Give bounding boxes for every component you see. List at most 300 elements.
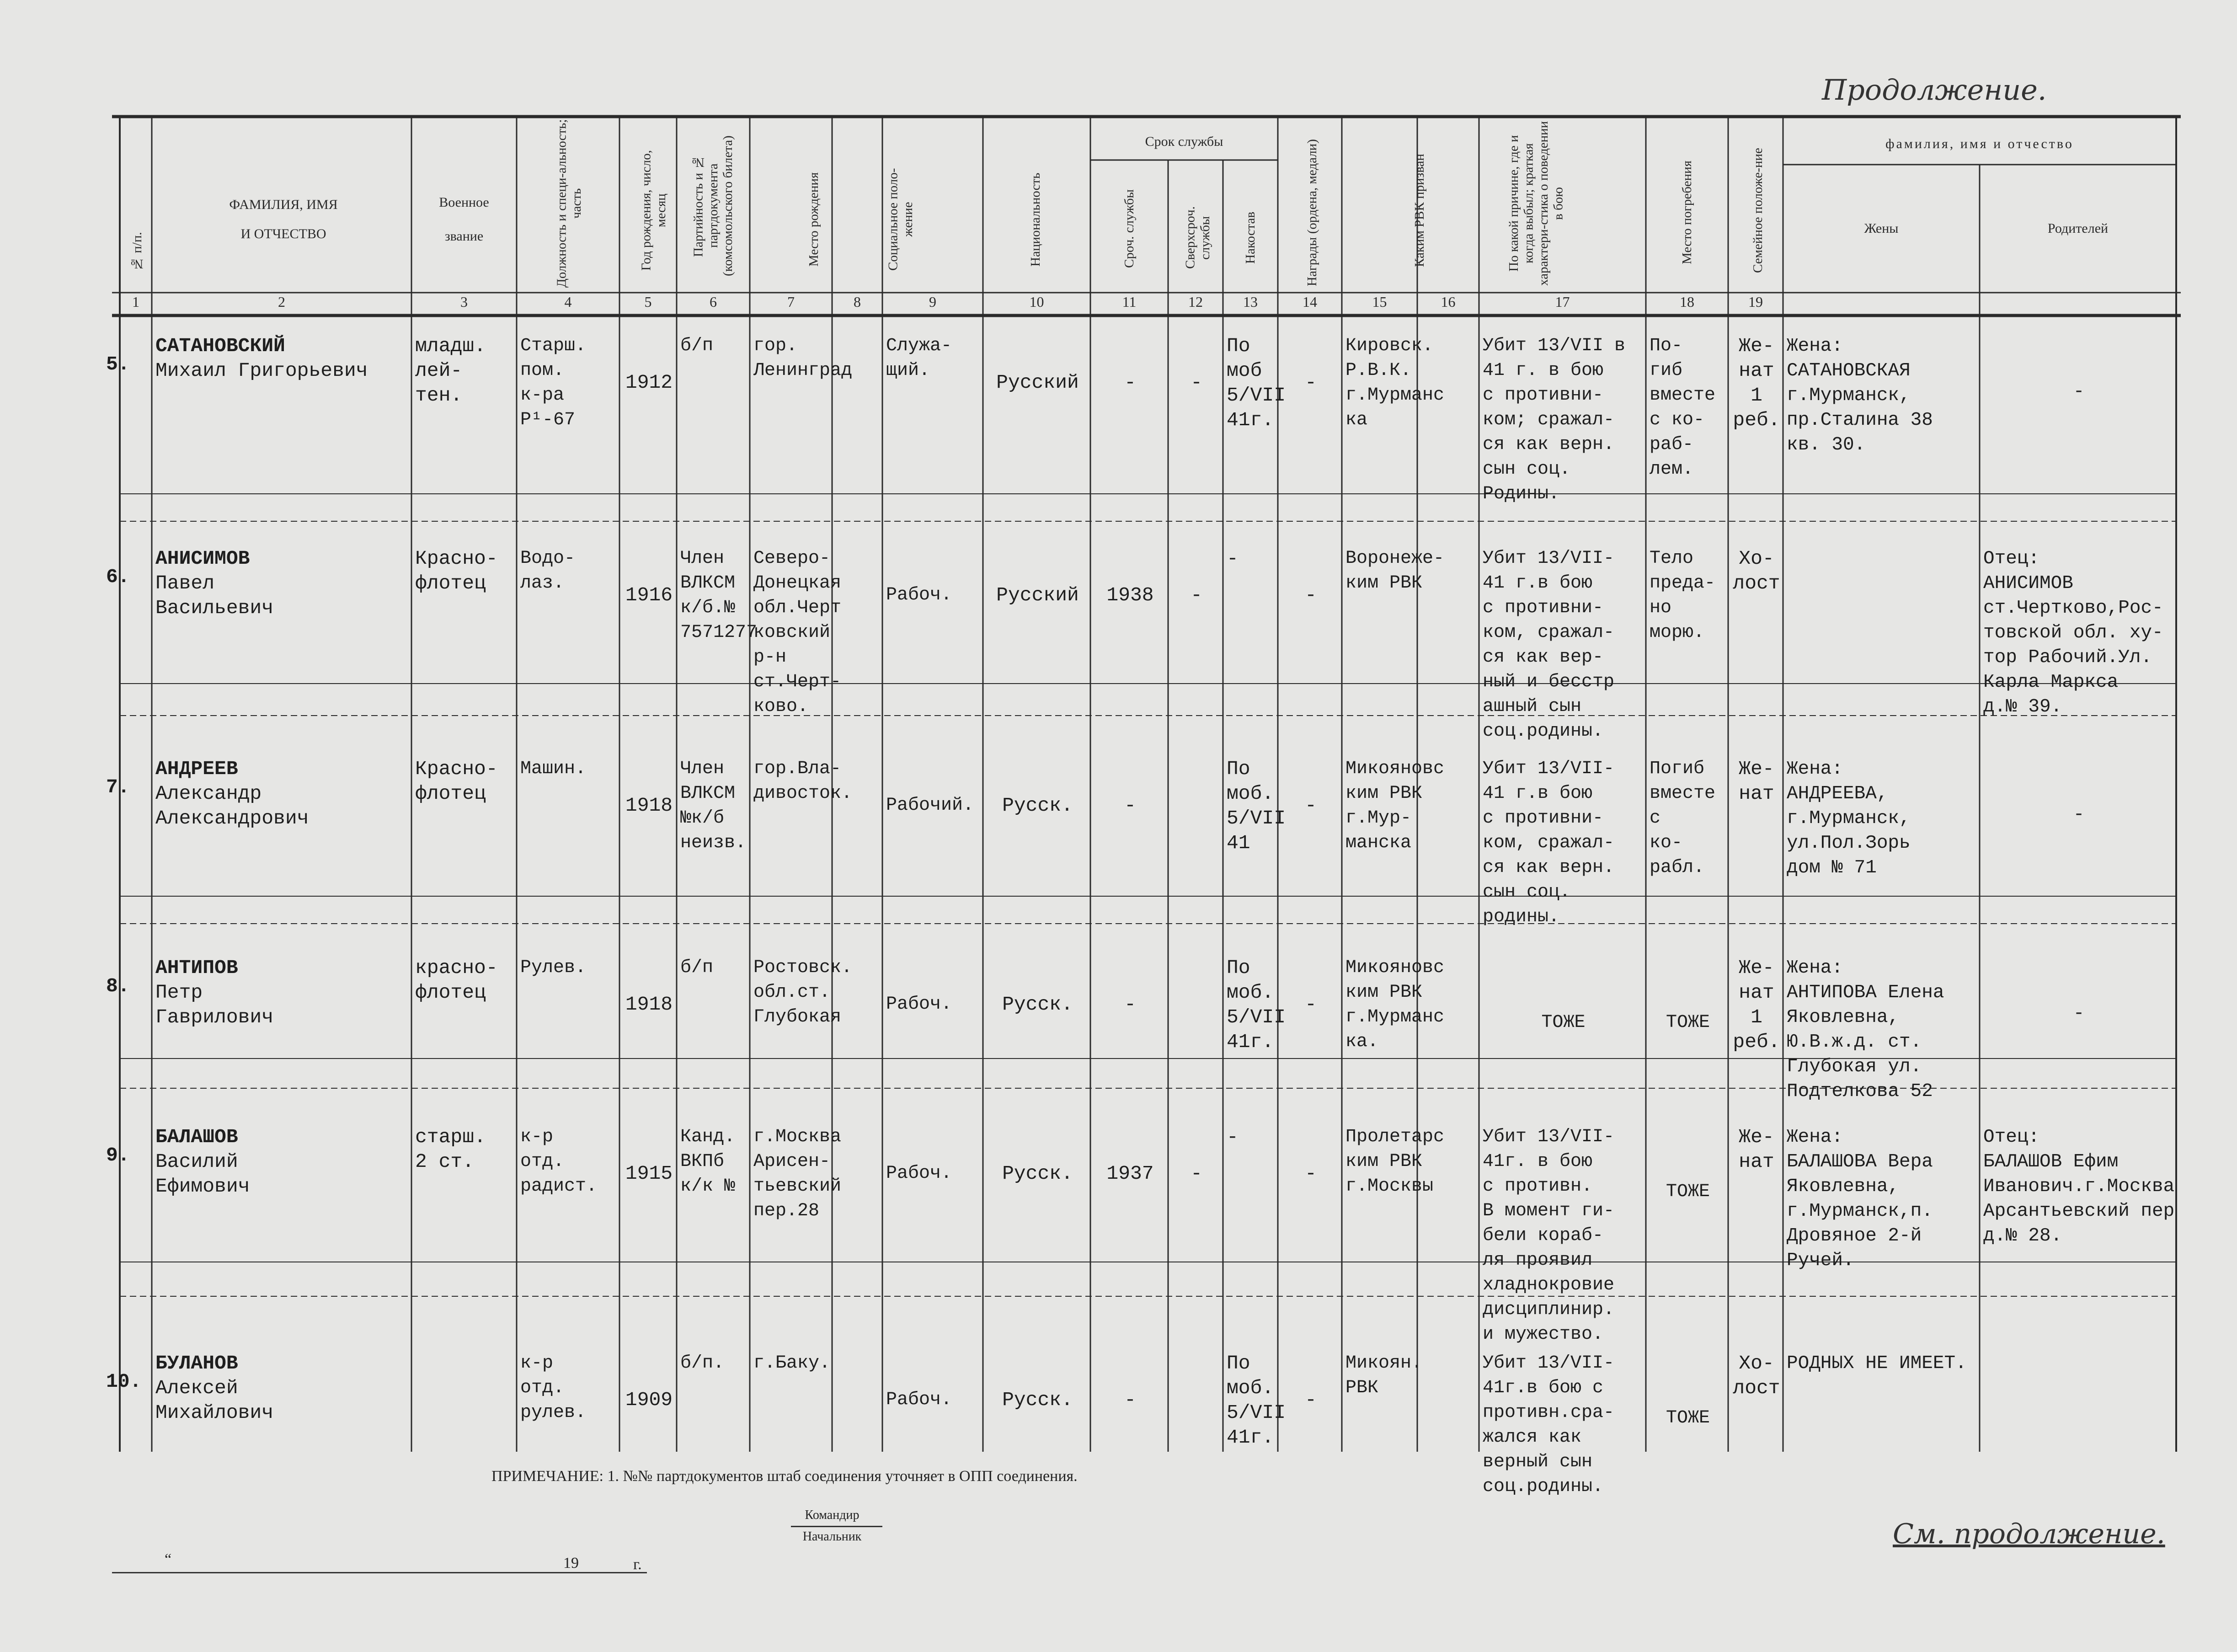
cell-parents [1983, 380, 2174, 404]
cell-srochn [1094, 1388, 1166, 1412]
cell-wife [1787, 757, 1978, 880]
cell-line: - [1305, 993, 1317, 1016]
cell-line: щий. [886, 360, 930, 381]
cell-line: вместе [1650, 385, 1716, 406]
cell-line: №к/б [680, 808, 725, 829]
cell-rvk [1345, 1351, 1477, 1401]
cell-line: с противни- [1483, 808, 1604, 829]
date-line [112, 1572, 647, 1573]
column-number: 15 [1372, 294, 1387, 310]
cell-line: Рабочий. [886, 795, 974, 816]
cell-line: АНДРЕЕВ [155, 758, 238, 780]
cell-line: - [1305, 1389, 1317, 1411]
cell-line: лост [1733, 572, 1780, 594]
cell-line: Русск. [1002, 993, 1073, 1016]
cell-line: - [1191, 584, 1202, 606]
cell-line: Васильевич [155, 597, 274, 619]
cell-line: нат [1739, 782, 1774, 805]
cell-line: реб. [1733, 1031, 1780, 1053]
cell-line: ком; сражал- [1483, 410, 1615, 430]
cell-srochn [1094, 992, 1166, 1017]
cell-line: г.Мурманск, [1787, 385, 1911, 406]
cell-rank [415, 956, 515, 1005]
row-number: 9. [106, 1144, 130, 1166]
cell-line: БУЛАНОВ [155, 1352, 238, 1374]
cell-line: БАЛАШОВ Ефим [1983, 1151, 2119, 1172]
cell-line: г.Мур- [1345, 808, 1412, 829]
column-number: 2 [278, 294, 285, 310]
cell-line: БАЛАШОВ [155, 1126, 238, 1148]
cell-awards [1281, 793, 1340, 818]
cell-line: 1909 [625, 1389, 673, 1411]
cell-line: с ко- [1650, 410, 1705, 430]
cell-awards [1281, 370, 1340, 395]
cell-line: - [1191, 1162, 1202, 1185]
column-number: 13 [1243, 294, 1258, 310]
cell-year [623, 1161, 675, 1186]
cell-line: Русск. [1002, 1389, 1073, 1411]
cell-line: Же- [1739, 758, 1774, 780]
cell-line: По [1227, 758, 1250, 780]
cell-year [623, 583, 675, 608]
column-number: 18 [1680, 294, 1694, 310]
cell-line: ля проявил [1483, 1250, 1593, 1271]
cell-line: - [2073, 381, 2085, 402]
cell-line: р-н [753, 647, 787, 668]
cell-line: ВЛКСМ [680, 783, 736, 804]
cell-line: но [1650, 598, 1672, 618]
cell-sverh [1172, 1161, 1221, 1186]
cell-parents [1983, 546, 2174, 719]
cell-line: - [2073, 1003, 2085, 1024]
cell-line: РОДНЫХ НЕ ИМЕЕТ. [1787, 1353, 1967, 1374]
cell-position [520, 334, 618, 433]
cell-nationality [987, 992, 1089, 1017]
cell-social [886, 583, 981, 608]
cell-line: Глубокая ул. [1787, 1056, 1922, 1077]
cell-line: моб [1227, 359, 1262, 382]
cell-line: Машин. [520, 759, 587, 779]
date-year: 19 [563, 1555, 579, 1572]
cell-line: отд. [520, 1151, 565, 1172]
cell-line: 5/VII [1227, 1401, 1286, 1424]
cell-line: отд. [520, 1378, 565, 1398]
cell-line: Р.В.К. [1345, 360, 1412, 381]
cell-family [1732, 956, 1781, 1054]
header-service-regular: Сроч. службы [1121, 189, 1137, 268]
cell-sverh [1172, 370, 1221, 395]
cell-position [520, 546, 618, 596]
cell-position [520, 757, 618, 781]
cell-line: Петр [155, 981, 203, 1004]
cell-reason [1483, 757, 1644, 930]
cell-line: - [1124, 993, 1136, 1016]
cell-reason [1483, 1351, 1644, 1499]
signature-divider [791, 1526, 882, 1527]
cell-line: г.Мурманс [1345, 1007, 1445, 1027]
header-rank-line2: звание [444, 229, 484, 244]
cell-position [520, 956, 618, 980]
cell-line: Ю.В.ж.д. ст. [1787, 1032, 1922, 1053]
cell-line: Водо- [520, 548, 576, 569]
cell-line: г.Мурманск,п. [1787, 1201, 1933, 1222]
cell-line: Рабоч. [886, 994, 952, 1015]
column-number: 14 [1303, 294, 1317, 310]
cell-line: 41 г. в бою [1483, 360, 1604, 381]
cell-line: 41 г.в бою [1483, 573, 1593, 593]
cell-line: Же- [1739, 1126, 1774, 1148]
cell-party [680, 757, 748, 855]
cell-line: - [1124, 794, 1136, 817]
cell-line: б/п [680, 957, 714, 978]
cell-srochn [1094, 583, 1166, 608]
cell-name [155, 1351, 410, 1425]
cell-line: 41г. [1227, 409, 1274, 431]
header-rank [411, 151, 517, 288]
cell-line: - [1305, 1162, 1317, 1185]
cell-line: лаз. [520, 573, 565, 593]
cell-line: с противни- [1483, 385, 1604, 406]
cell-line: - [1191, 371, 1202, 394]
cell-line: кв. 30. [1787, 434, 1866, 455]
cell-party [680, 1351, 748, 1376]
cell-line: 41г. [1227, 1426, 1274, 1449]
cell-family [1732, 1351, 1781, 1401]
cell-line: 41 [1227, 832, 1250, 854]
cell-line: 1916 [625, 584, 673, 606]
cell-line: 5/VII [1227, 384, 1286, 406]
cell-line: к/к № [680, 1176, 736, 1197]
cell-line: Хо- [1739, 547, 1774, 570]
cell-nationality [987, 1388, 1089, 1412]
cell-awards [1281, 1161, 1340, 1186]
cell-line: Убит 13/VII- [1483, 1353, 1615, 1374]
cell-srochn [1094, 793, 1166, 818]
cell-line: Убит 13/VII- [1483, 1127, 1615, 1147]
cell-line: гор. [753, 336, 798, 356]
cell-srochn [1094, 1161, 1166, 1186]
cell-line: Донецкая [753, 573, 842, 593]
cell-line: 5/VII [1227, 807, 1286, 829]
cell-line: ТОЖЕ [1666, 1182, 1710, 1202]
cell-name [155, 757, 410, 831]
header-name [155, 151, 411, 288]
row-number: 6. [106, 566, 130, 588]
cell-line: Микоян. [1345, 1353, 1423, 1374]
cell-line: дом № 71 [1787, 857, 1877, 878]
cell-line: По [1227, 335, 1250, 357]
cell-line: ким РВК [1345, 783, 1423, 804]
cell-year [623, 1388, 675, 1412]
header-burial: Место погребения [1679, 160, 1694, 265]
cell-line: РВК [1345, 1378, 1379, 1398]
cell-line: 1 [1751, 384, 1762, 406]
column-number: 9 [929, 294, 936, 310]
cell-line: ким РВК [1345, 982, 1423, 1003]
header-family-status: Семейное положе-ние [1750, 148, 1765, 273]
cell-burial [1650, 1180, 1726, 1204]
cell-line: Пролетарс [1345, 1127, 1445, 1147]
header-rank-line1: Военное [439, 194, 489, 210]
cell-social [886, 992, 981, 1017]
cell-rvk [1345, 1125, 1477, 1199]
cell-line: Жена: [1787, 759, 1843, 780]
header-parents: Родителей [2047, 220, 2109, 236]
cell-line: ул.Пол.Зорь [1787, 833, 1911, 854]
header-family-names: фамилия, имя и отчество [1885, 136, 2074, 151]
row-number: 5. [106, 353, 130, 375]
cell-line: ст.Чертково,Рос- [1983, 598, 2163, 619]
column-number: 5 [644, 294, 652, 310]
cell-line: Член [680, 548, 725, 569]
cell-line: Микояновс [1345, 759, 1445, 779]
cell-line: ТОЖЕ [1666, 1408, 1710, 1428]
cell-line: 41г. [1227, 1031, 1274, 1053]
cell-rvk [1345, 956, 1477, 1054]
cell-line: хладнокровие [1483, 1275, 1615, 1295]
cell-party [680, 334, 748, 358]
cell-line: к-р [520, 1353, 554, 1374]
cell-line: б/п. [680, 1353, 725, 1374]
cell-line: - [2073, 804, 2085, 825]
cell-line: Тело [1650, 548, 1694, 569]
cell-name [155, 1125, 410, 1199]
cell-line: моб. [1227, 782, 1274, 805]
column-number: 8 [854, 294, 861, 310]
cell-line: ком, сражал- [1483, 622, 1615, 643]
cell-line: Красно- [415, 758, 498, 780]
cell-line: Рабоч. [886, 1390, 952, 1410]
cell-line: г.Мурманск, [1787, 808, 1911, 829]
cell-line: к/б.№ [680, 598, 736, 618]
cell-line: По [1227, 1352, 1250, 1374]
header-service-term: Срок службы [1145, 134, 1223, 149]
cell-family [1732, 334, 1781, 433]
header-nationality: Национальность [1028, 172, 1043, 267]
cell-line: противн.сра- [1483, 1402, 1615, 1423]
cell-line: реб. [1733, 409, 1780, 431]
cell-reason [1483, 1010, 1644, 1035]
cell-line: АНИСИМОВ [155, 547, 250, 570]
cell-family [1732, 1125, 1781, 1174]
cell-wife [1787, 956, 1978, 1104]
cell-awards [1281, 1388, 1340, 1412]
cell-birthplace [753, 1351, 876, 1376]
cell-line: ком, сражал- [1483, 833, 1615, 853]
cell-line: - [1124, 1389, 1136, 1411]
cell-line: Кировск. [1345, 336, 1434, 356]
cell-nakostav [1227, 1351, 1286, 1450]
cell-line: В момент ги- [1483, 1201, 1615, 1221]
cell-line: ст.Черт- [753, 672, 842, 692]
handwritten-continuation-top: Продолжение. [1822, 73, 2047, 107]
cell-line: пр.Сталина 38 [1787, 410, 1933, 431]
cell-line: дивосток. [753, 783, 853, 804]
header-position: Должность и специ-альность; часть [554, 119, 584, 288]
cell-nakostav [1227, 1125, 1276, 1149]
cell-nationality [987, 583, 1089, 608]
cell-line: г.Москва [753, 1127, 842, 1147]
cell-line: преда- [1650, 573, 1716, 593]
cell-line: лем. [1650, 459, 1694, 480]
cell-line: ка. [1345, 1032, 1379, 1052]
cell-line: Алексей [155, 1377, 238, 1399]
cell-year [623, 793, 675, 818]
cell-line: радист. [520, 1176, 598, 1197]
cell-line: ВКПб [680, 1151, 725, 1172]
cell-line: с [1650, 808, 1661, 829]
cell-line: гиб [1650, 360, 1683, 381]
cell-line: Русский [996, 584, 1079, 606]
cell-nakostav [1227, 757, 1286, 855]
cell-nationality [987, 1161, 1089, 1186]
column-number: 4 [564, 294, 572, 310]
footer-note: ПРИМЕЧАНИЕ: 1. №№ партдокументов штаб соединения уточняет в ОПП соединения. [491, 1468, 1078, 1485]
cell-line: Микояновс [1345, 957, 1445, 978]
cell-line: - [1305, 371, 1317, 394]
cell-line: Член [680, 759, 725, 779]
cell-line: Рулев. [520, 957, 587, 978]
cell-line: нат [1739, 359, 1774, 382]
cell-line: Ручей. [1787, 1250, 1854, 1271]
cell-burial [1650, 546, 1726, 645]
cell-line: морю. [1650, 622, 1705, 643]
cell-line: сын соц. [1483, 459, 1571, 480]
column-number: 19 [1748, 294, 1763, 310]
cell-line: моб. [1227, 981, 1274, 1004]
cell-line: к-ра [520, 385, 565, 406]
cell-line: ТОЖЕ [1541, 1012, 1586, 1033]
cell-line: неизв. [680, 833, 747, 853]
header-service-extended: Сверхсроч. службы [1183, 206, 1212, 269]
cell-line: тьевский [753, 1176, 842, 1197]
cell-line: ко- [1650, 833, 1683, 853]
cell-line: Михайлович [155, 1401, 274, 1424]
cell-reason [1483, 546, 1644, 744]
cell-burial [1650, 757, 1726, 880]
cell-line: АНТИПОВ [155, 957, 238, 979]
date-suffix: г. [633, 1556, 642, 1573]
cell-line: ся как верн. [1483, 434, 1615, 455]
column-number: 10 [1029, 294, 1044, 310]
cell-line: Родины. [1483, 484, 1560, 504]
cell-line: Старш. [520, 336, 587, 356]
cell-line: Воронеже- [1345, 548, 1445, 569]
cell-line: Ленинград [753, 360, 853, 381]
cell-line: старш. [415, 1126, 486, 1148]
cell-line: д.№ 28. [1983, 1225, 2062, 1246]
cell-line: лост [1733, 1377, 1780, 1399]
cell-line: флотец [415, 572, 486, 594]
cell-parents [1983, 1001, 2174, 1026]
cell-line: нат [1739, 981, 1774, 1004]
cell-line: флотец [415, 782, 486, 805]
cell-line: Карла Маркса [1983, 672, 2119, 693]
cell-line: Жена: [1787, 957, 1843, 978]
signature-chief: Начальник [802, 1529, 862, 1544]
cell-line: Хо- [1739, 1352, 1774, 1374]
cell-name [155, 334, 410, 383]
header-wife: Жены [1864, 220, 1899, 236]
cell-line: Арисен- [753, 1151, 831, 1172]
cell-line: Русский [996, 371, 1079, 394]
cell-rvk [1345, 757, 1477, 855]
cell-nakostav [1227, 546, 1276, 571]
cell-line: Русск. [1002, 794, 1073, 817]
column-number: 3 [460, 294, 468, 310]
cell-line: Гаврилович [155, 1006, 274, 1028]
cell-line: 41г. в бою [1483, 1151, 1593, 1172]
cell-line: Р¹-67 [520, 410, 576, 430]
cell-name [155, 956, 410, 1030]
cell-line: Красно- [415, 547, 498, 570]
cell-party [680, 956, 748, 980]
column-number: 12 [1188, 294, 1203, 310]
cell-line: ка [1345, 410, 1368, 430]
cell-rank [415, 757, 515, 806]
cell-line: ким РВК [1345, 573, 1423, 593]
cell-rank [415, 334, 515, 408]
cell-reason [1483, 1125, 1644, 1347]
header-party: Партийность и № партдокумента (комсомольского билета) [691, 135, 736, 276]
cell-year [623, 370, 675, 395]
cell-line: Погиб [1650, 759, 1705, 779]
cell-line: Отец: [1983, 548, 2040, 569]
cell-line: тен. [415, 384, 463, 406]
cell-party [680, 1125, 748, 1199]
cell-nakostav [1227, 956, 1286, 1054]
column-number: 16 [1441, 294, 1456, 310]
cell-burial [1650, 1406, 1726, 1431]
cell-line: пом. [520, 360, 565, 381]
cell-line: жался как [1483, 1427, 1582, 1448]
cell-line: 1 [1751, 1006, 1762, 1028]
cell-birthplace [753, 334, 876, 383]
cell-line: соц.родины. [1483, 721, 1604, 742]
header-birth-year: Год рождения, число, месяц [639, 150, 668, 271]
header-name-line1: ФАМИЛИЯ, ИМЯ [229, 197, 338, 212]
row-number: 8. [106, 975, 130, 997]
cell-line: Арсантьевский пер [1983, 1201, 2175, 1222]
cell-birthplace [753, 1125, 876, 1224]
cell-line: Дровяное 2-й [1787, 1225, 1922, 1246]
cell-line: г.Мурманс [1345, 385, 1445, 406]
cell-line: сын соц. [1483, 882, 1571, 903]
cell-line: верный сын [1483, 1452, 1593, 1472]
cell-birthplace [753, 757, 876, 806]
cell-family [1732, 546, 1781, 596]
cell-line: ся как верн. [1483, 857, 1615, 878]
header-number: № п/п. [129, 232, 144, 271]
cell-family [1732, 757, 1781, 806]
cell-wife [1787, 1351, 2107, 1376]
cell-line: моб. [1227, 1377, 1274, 1399]
cell-line: раб- [1650, 434, 1694, 455]
cell-line: Рабоч. [886, 585, 952, 605]
cell-line: бели кораб- [1483, 1225, 1604, 1246]
row-number: 7. [106, 776, 130, 798]
cell-line: красно- [415, 957, 498, 979]
cell-awards [1281, 992, 1340, 1017]
cell-line: Жена: [1787, 336, 1843, 357]
date-quote: “ [165, 1551, 172, 1568]
cell-year [623, 992, 675, 1017]
cell-line: флотец [415, 981, 486, 1004]
cell-line: Павел [155, 572, 215, 594]
cell-nakostav [1227, 334, 1286, 433]
cell-line: ный и бесстр [1483, 672, 1615, 692]
cell-line: и мужество. [1483, 1324, 1604, 1345]
